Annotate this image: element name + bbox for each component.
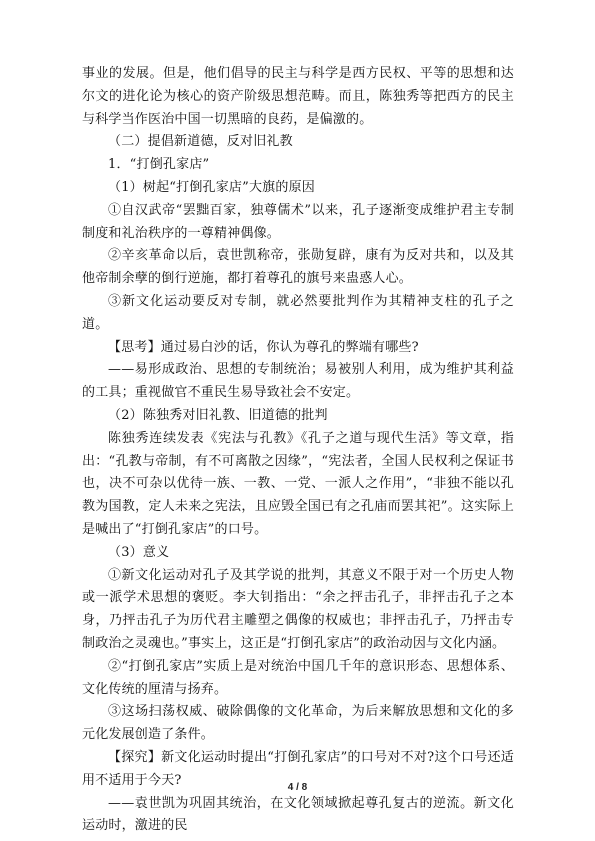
paragraph: ③新文化运动要反对专制，就必然要批判作为其精神支柱的孔子之道。 (82, 293, 514, 332)
paragraph: （1）树起“打倒孔家店”大旗的原因 (108, 179, 315, 195)
paragraph: ①新文化运动对孔子及其学说的批判，其意义不限于对一个历史人物或一派学术思想的褒贬。李大钊指出：“余之抨击孔子，非抨击孔子之本身，乃抨击孔子为历代君主雕塑之偶像的权威也；非抨击孔子，乃抨击专制政治之灵魂也。”事实上，这正是“打倒孔家店”的政治动因与文化内涵。 (82, 567, 514, 651)
paragraph: ③这场扫荡权威、破除偶像的文化革命，为后来解放思想和文化的多元化发展创造了条件。 (82, 704, 514, 743)
body-text (82, 63, 514, 838)
paragraph: ①自汉武帝“罢黜百家，独尊儒术”以来，孔子逐渐变成维护君主专制制度和礼治秩序的一尊精神偶像。 (82, 202, 514, 241)
paragraph: （2）陈独秀对旧礼教、旧道德的批判 (108, 407, 328, 423)
paragraph: （3）意义 (108, 544, 170, 560)
paragraph: 【思考】通过易白沙的话，你认为尊孔的弊端有哪些? (108, 339, 419, 355)
paragraph: ②辛亥革命以后，袁世凯称帝，张勋复辟，康有为反对共和，以及其他帝制余孽的倒行逆施，都打着尊孔的旗号来蛊惑人心。 (82, 248, 514, 287)
paragraph: ②“打倒孔家店”实质上是对统治中国几千年的意识形态、思想体系、文化传统的厘清与扬弃。 (82, 658, 514, 697)
paragraph: （二）提倡新道德，反对旧礼教 (108, 134, 293, 150)
paragraph: ——袁世凯为巩固其统治，在文化领域掀起尊孔复古的逆流。新文化运动时，激进的民 (82, 795, 514, 834)
paragraph: 1．“打倒孔家店” (108, 157, 210, 173)
paragraph: 陈独秀连续发表《宪法与孔教》《孔子之道与现代生活》等文章，指出：“孔教与帝制，有不可离散之因缘”，“宪法者，全国人民权利之保证书也，决不可杂以优待一族、一教、一党、一派人之作用”，“非独不能以孔教为国教，定人未来之宪法，且应毁全国已有之孔庙而罢其祀”。这实际上是喊出了“打倒孔家店”的口号。 (82, 430, 514, 537)
paragraph: ——易形成政治、思想的专制统治；易被别人利用，成为维护其利益的工具；重视做官不重民生易导致社会不安定。 (82, 362, 514, 401)
paragraph: 事业的发展。但是，他们倡导的民主与科学是西方民权、平等的思想和达尔文的进化论为核心的资产阶级思想范畴。而且，陈独秀等把西方的民主与科学当作医治中国一切黑暗的良药，是偏激的。 (82, 66, 514, 127)
page-number: 4 / 8 (287, 782, 308, 793)
paragraph: 【探究】新文化运动时提出“打倒孔家店”的口号对不对?这个口号还适用不适用于今天? (82, 749, 514, 788)
